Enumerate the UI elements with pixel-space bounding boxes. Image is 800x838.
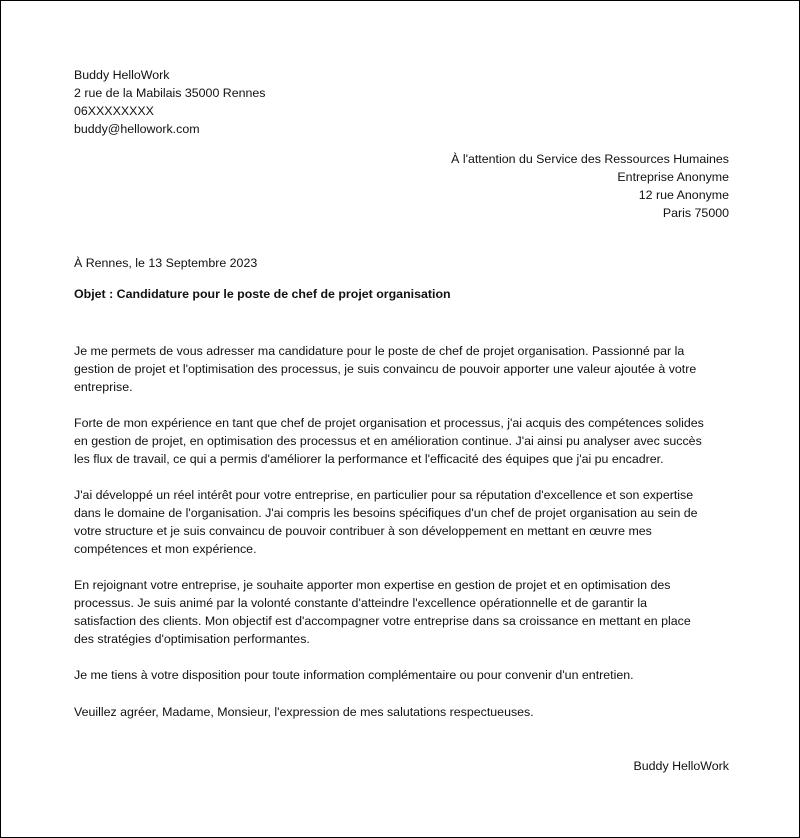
paragraph-line: Je me permets de vous adresser ma candidature pour le poste de chef de projet organisation. Passionné par la [74,344,685,358]
paragraph-line: votre structure et je suis convaincu de pouvoir contribuer à son développement en mettant en œuvre mes [74,524,652,538]
paragraph-line: entreprise. [74,380,133,394]
sender-block [74,66,729,138]
place-date [74,254,729,272]
recipient-block [74,150,729,222]
paragraph-line: Je me tiens à votre disposition pour toute information complémentaire ou pour convenir d'un entretien. [74,668,634,682]
paragraph-line: En rejoignant votre entreprise, je souhaite apporter mon expertise en gestion de projet et en optimisation des [74,578,671,592]
sender-address: 2 rue de la Mabilais 35000 Rennes [74,86,266,100]
paragraph-availability [74,666,734,684]
paragraph-experience [74,414,734,468]
paragraph-line: J'ai développé un réel intérêt pour votre entreprise, en particulier pour sa réputation d'excellence et son expertise [74,488,694,502]
signature-name: Buddy HelloWork [633,759,729,773]
sender-name: Buddy HelloWork [74,68,170,82]
paragraph-line: satisfaction des clients. Mon objectif est d'accompagner votre entreprise dans sa croissance en mettant en place [74,614,691,628]
paragraph-interest [74,486,734,558]
recipient-city: Paris 75000 [662,206,729,220]
paragraph-closing [74,703,734,721]
paragraph-line: gestion de projet et l'optimisation des processus, je suis convaincu de pouvoir apporter une valeur ajoutée à votre [74,362,697,376]
sender-email: buddy@hellowork.com [74,122,200,136]
paragraph-line: processus. Je suis animé par la volonté constante d'atteindre l'excellence opérationnelle et de garantir la [74,596,647,610]
subject-text: Objet : Candidature pour le poste de chef de projet organisation [74,287,451,301]
recipient-street: 12 rue Anonyme [638,188,729,202]
paragraph-line: les flux de travail, ce qui a permis d'améliorer la performance et l'efficacité des équipes que j'ai pu encadrer. [74,452,664,466]
paragraph-line: Veuillez agréer, Madame, Monsieur, l'expression de mes salutations respectueuses. [74,705,534,719]
paragraph-line: dans le domaine de l'organisation. J'ai compris les besoins spécifiques d'un chef de projet organisation au sein de [74,506,698,520]
subject-line [74,285,729,303]
signature-block [74,757,729,775]
paragraph-line: des stratégies d'optimisation performantes. [74,632,310,646]
recipient-company: Entreprise Anonyme [617,170,729,184]
paragraph-line: Forte de mon expérience en tant que chef de projet organisation et processus, j'ai acquis des compétences solides [74,416,704,430]
paragraph-line: compétences et mon expérience. [74,542,257,556]
recipient-attention: À l'attention du Service des Ressources Humaines [451,152,729,166]
paragraph-motivation [74,576,734,648]
paragraph-line: en gestion de projet, en optimisation des processus et en amélioration continue. J'ai ainsi pu analyser avec succès [74,434,702,448]
place-date-text: À Rennes, le 13 Septembre 2023 [74,256,258,270]
paragraph-intro [74,342,734,396]
sender-phone: 06XXXXXXXX [74,104,154,118]
